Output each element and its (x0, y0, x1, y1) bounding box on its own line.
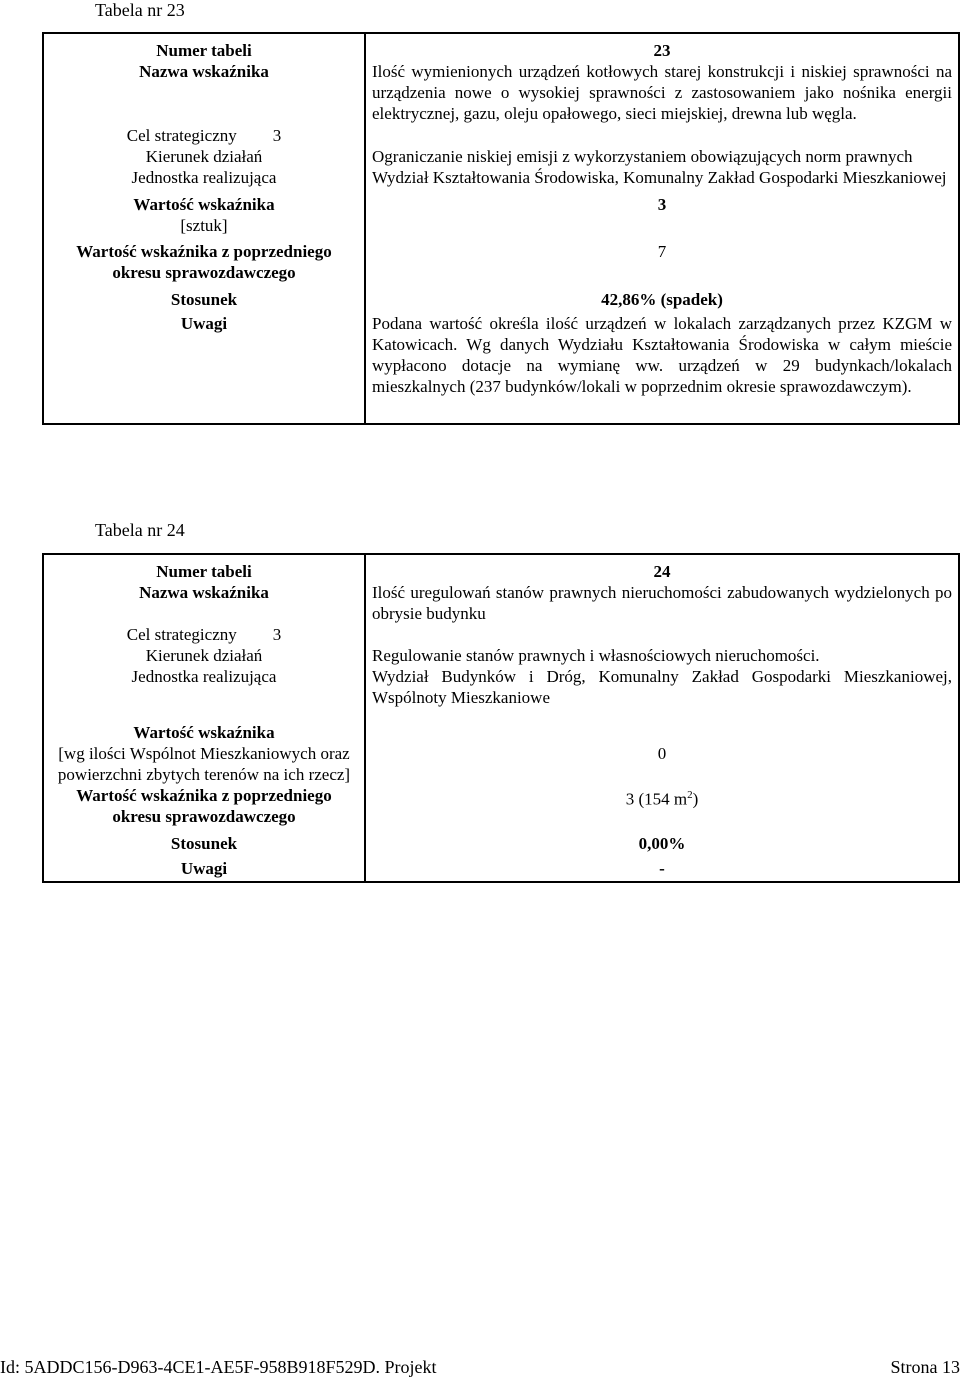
numer-tabeli-value: 24 (653, 562, 671, 581)
jednostka-realizujaca-label: Jednostka realizująca (43, 666, 365, 708)
jednostka-realizujaca-value: Wydział Kształtowania Środowiska, Komunalny Zakład Gospodarki Mieszkaniowej (372, 168, 947, 187)
table-24-caption: Tabela nr 24 (95, 520, 185, 540)
nazwa-wskaznika-label: Nazwa wskaźnika (43, 582, 365, 624)
nazwa-wskaznika-value: Ilość wymienionych urządzeń kotłowych starej konstrukcji i niskiej sprawności na urządzenia nowe o wysokiej sprawności z zastosowaniem jako nośnika energii elektrycznej, gazu, oleju opałowego, sieci miejskiej, drewna lub węgla. (372, 62, 952, 123)
stosunek-value: 0,00% (638, 834, 686, 853)
poprzednia-wartosc-label-2: okresu sprawozdawczego (112, 263, 296, 282)
jednostka-realizujaca-value: Wydział Budynków i Dróg, Komunalny Zakład Gospodarki Mieszkaniowej, Wspólnoty Mieszkaniowe (372, 667, 952, 707)
uwagi-label: Uwagi (43, 854, 365, 882)
uwagi-value: Podana wartość określa ilość urządzeń w lokalach zarządzanych przez KZGM w Katowicach. Wg danych Wydziału Kształtowania Środowiska w całym mieście wypłacono dotacje na wymianę ww. urządzeń w 29 budynkach/lokalach mieszkalnych (237 budynków/lokali w poprzednim okresie sprawozdawczym). (372, 314, 952, 396)
poprzednia-wartosc-sup: 2 (687, 789, 693, 801)
wartosc-wskaznika-value: 3 (657, 195, 667, 214)
footer-document-id: Id: 5ADDC156-D963-4CE1-AE5F-958B918F529D. Projekt (0, 1357, 437, 1377)
wartosc-wskaznika-label: Wartość wskaźnika (133, 195, 275, 214)
poprzednia-wartosc-cell (43, 785, 365, 827)
nazwa-wskaznika-label: Nazwa wskaźnika (43, 61, 365, 124)
poprzednia-wartosc-cell (43, 236, 365, 283)
nazwa-wskaznika-value: Ilość uregulowań stanów prawnych nieruchomości zabudowanych wydzielonych po obrysie budynku (372, 583, 952, 623)
wartosc-wskaznika-unit: [sztuk] (180, 216, 228, 235)
wartosc-wskaznika-cell (43, 708, 365, 785)
stosunek-label: Stosunek (43, 283, 365, 310)
poprzednia-wartosc-value (365, 785, 959, 827)
table-23-caption: Tabela nr 23 (95, 0, 185, 20)
cel-strategiczny-value: 3 (272, 126, 282, 145)
stosunek-value: 42,86% (spadek) (601, 290, 723, 309)
poprzednia-wartosc-label-1: Wartość wskaźnika z poprzedniego (76, 242, 332, 261)
page-footer (0, 1357, 960, 1378)
uwagi-label: Uwagi (43, 310, 365, 424)
kierunek-dzialan-label: Kierunek działań (43, 146, 365, 167)
wartosc-wskaznika-unit: [wg ilości Wspólnot Mieszkaniowych oraz powierzchni zbytych terenów na ich rzecz] (57, 744, 351, 784)
kierunek-dzialan-value: Regulowanie stanów prawnych i własnościowych nieruchomości. (372, 646, 820, 665)
numer-tabeli-value: 23 (653, 41, 671, 60)
jednostka-realizujaca-label: Jednostka realizująca (43, 167, 365, 188)
kierunek-dzialan-value: Ograniczanie niskiej emisji z wykorzystaniem obowiązujących norm prawnych (372, 147, 913, 166)
poprzednia-wartosc-label-2: okresu sprawozdawczego (112, 807, 296, 826)
cel-strategiczny-cell (43, 624, 365, 645)
poprzednia-wartosc-value: 7 (657, 242, 667, 261)
cel-strategiczny-value: 3 (272, 625, 282, 644)
numer-tabeli-label: Numer tabeli (43, 554, 365, 582)
footer-page-number: Strona 13 (890, 1357, 960, 1377)
poprzednia-wartosc-suffix: ) (692, 789, 699, 809)
kierunek-dzialan-label: Kierunek działań (43, 645, 365, 666)
cel-strategiczny-label: Cel strategiczny (126, 625, 237, 644)
cel-strategiczny-cell (43, 124, 365, 146)
stosunek-label: Stosunek (43, 827, 365, 854)
wartosc-wskaznika-label: Wartość wskaźnika (133, 723, 275, 742)
poprzednia-wartosc-number: 3 (154 m (625, 789, 688, 809)
wartosc-wskaznika-cell (43, 188, 365, 236)
poprzednia-wartosc-label-1: Wartość wskaźnika z poprzedniego (76, 786, 332, 805)
indicator-table-23 (42, 32, 960, 425)
indicator-table-24 (42, 553, 960, 883)
numer-tabeli-label: Numer tabeli (43, 33, 365, 61)
wartosc-wskaznika-value: 0 (657, 744, 667, 763)
cel-strategiczny-label: Cel strategiczny (126, 126, 237, 145)
uwagi-value: - (659, 859, 665, 878)
